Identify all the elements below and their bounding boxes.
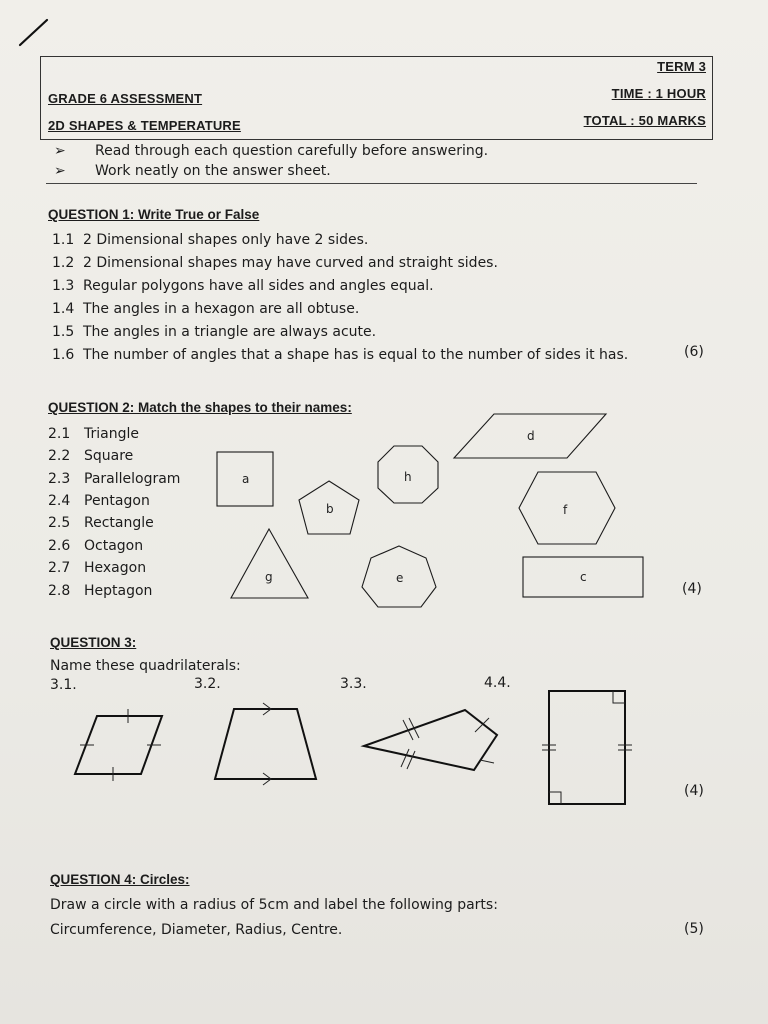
question3-title: QUESTION 3: (50, 635, 137, 650)
grade-title: GRADE 6 ASSESSMENT (48, 91, 203, 106)
term-label: TERM 3 (657, 59, 706, 74)
q1-item-number: 1.5 (52, 324, 75, 340)
q2-item-number: 2.3 (48, 471, 71, 487)
question2-title: QUESTION 2: Match the shapes to their names: (48, 400, 352, 415)
quadrilateral-rectangle-4-4 (542, 691, 632, 804)
question4-instruction: Draw a circle with a radius of 5cm and label the following parts: (50, 897, 498, 913)
q2-item-number: 2.6 (48, 538, 71, 554)
q1-item-number: 1.4 (52, 301, 75, 317)
shape-label-e: e (396, 571, 404, 585)
question3-part-label: 3.1. (50, 677, 77, 693)
shape-label-f: f (563, 503, 568, 517)
q2-item-text: Rectangle (84, 515, 154, 531)
q2-item-text: Octagon (84, 538, 144, 554)
question4-marks: (5) (684, 921, 704, 937)
question3-prompt: Name these quadrilaterals: (50, 658, 241, 674)
instruction-bullet: ➢ (54, 163, 66, 179)
question3-marks: (4) (684, 783, 704, 799)
instruction-text: Read through each question carefully before answering. (95, 143, 489, 159)
shape-label-g: g (265, 570, 273, 584)
q2-item-number: 2.2 (48, 448, 71, 464)
q2-item-number: 2.4 (48, 493, 71, 509)
quadrilateral-trapezium-3-2 (215, 703, 316, 785)
q1-item-text: The number of angles that a shape has is equal to the number of sides it has. (83, 347, 629, 363)
shape-label-b: b (326, 502, 334, 516)
shape-label-d: d (527, 429, 535, 443)
q2-item-text: Heptagon (84, 583, 153, 599)
instruction-bullet: ➢ (54, 143, 66, 159)
q1-item-text: 2 Dimensional shapes may have curved and straight sides. (83, 255, 498, 271)
q1-item-number: 1.2 (52, 255, 75, 271)
q2-item-text: Square (84, 448, 134, 464)
q2-item-number: 2.7 (48, 560, 71, 576)
question2-marks: (4) (682, 581, 702, 597)
q1-item-number: 1.3 (52, 278, 75, 294)
q2-item-text: Triangle (84, 426, 139, 442)
q2-item-text: Parallelogram (84, 471, 181, 487)
q1-item-text: 2 Dimensional shapes only have 2 sides. (83, 232, 369, 248)
q2-item-number: 2.1 (48, 426, 71, 442)
shape-label-c: c (580, 570, 587, 584)
q2-item-number: 2.8 (48, 583, 71, 599)
q1-item-number: 1.6 (52, 347, 75, 363)
time-label: TIME : 1 HOUR (611, 86, 706, 101)
question3-part-label: 4.4. (484, 675, 511, 691)
q2-item-number: 2.5 (48, 515, 71, 531)
question1-title: QUESTION 1: Write True or False (48, 207, 260, 222)
question3-part-label: 3.3. (340, 676, 367, 692)
topic-title: 2D SHAPES & TEMPERATURE (48, 118, 241, 133)
instruction-text: Work neatly on the answer sheet. (95, 163, 331, 179)
q2-item-text: Hexagon (84, 560, 147, 576)
q2-item-text: Pentagon (84, 493, 150, 509)
q1-item-text: Regular polygons have all sides and angles equal. (83, 278, 434, 294)
question3-part-label: 3.2. (194, 676, 221, 692)
quadrilateral-kite-3-3 (364, 710, 497, 770)
question4-parts: Circumference, Diameter, Radius, Centre. (50, 922, 343, 938)
question1-marks: (6) (684, 344, 704, 360)
quadrilateral-rhombus-3-1 (75, 709, 162, 781)
shape-label-h: h (404, 470, 412, 484)
question4-title: QUESTION 4: Circles: (50, 872, 190, 887)
total-marks-label: TOTAL : 50 MARKS (583, 113, 706, 128)
shape-label-a: a (242, 472, 250, 486)
q1-item-text: The angles in a hexagon are all obtuse. (83, 301, 360, 317)
q1-item-number: 1.1 (52, 232, 75, 248)
q1-item-text: The angles in a triangle are always acute. (83, 324, 377, 340)
